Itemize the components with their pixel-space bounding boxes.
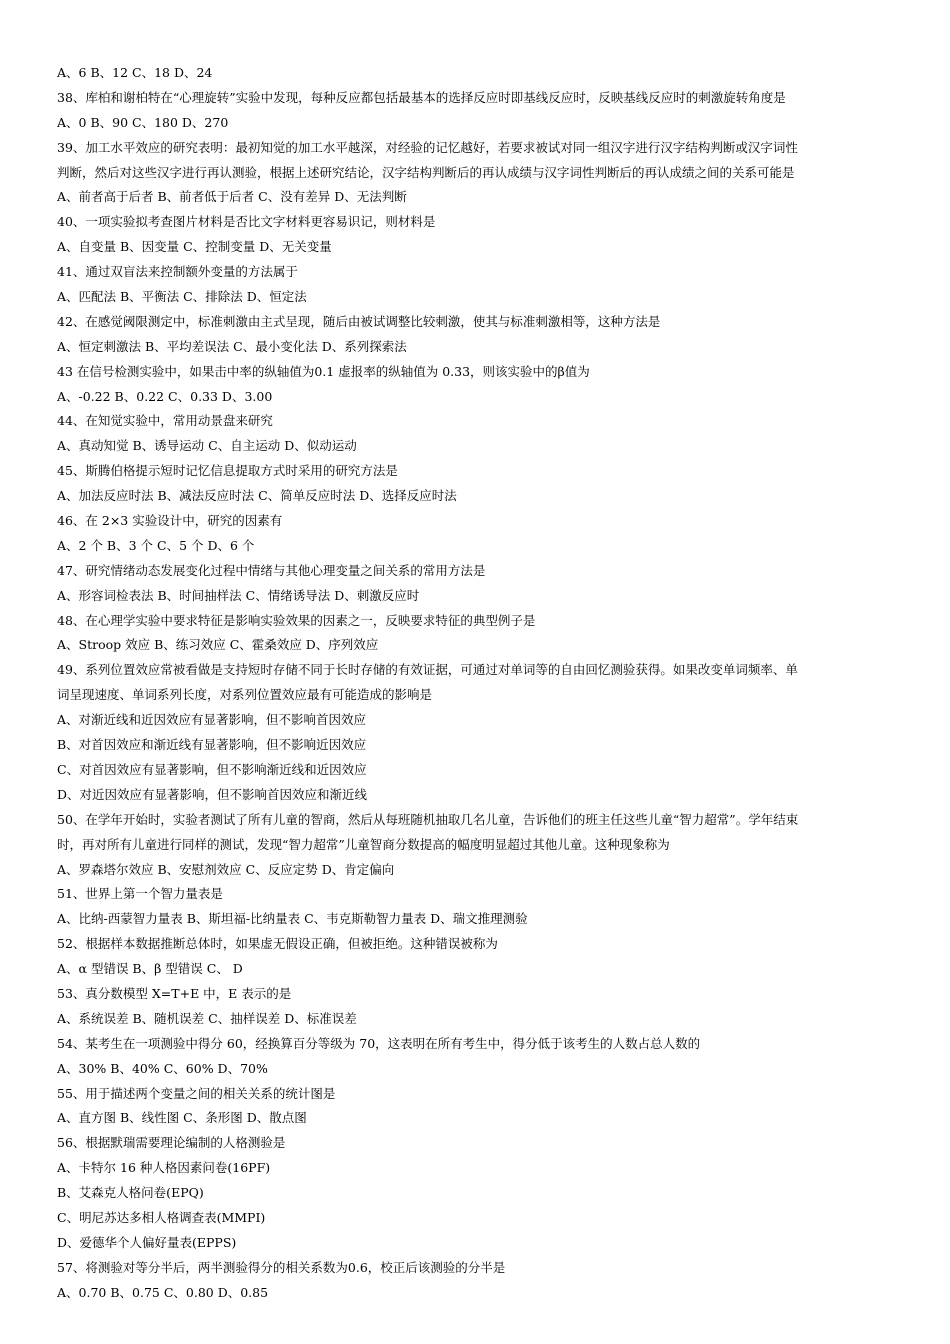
text-line: A、-0.22 B、0.22 C、0.33 D、3.00 — [57, 388, 273, 404]
text-line: 54、某考生在一项测验中得分 60，经换算百分等级为 70，这表明在所有考生中，得分低于该考生的人数占总人数的 — [57, 1035, 701, 1051]
text-line: C、对首因效应有显著影响，但不影响渐近线和近因效应 — [57, 761, 367, 777]
text-line: A、匹配法 B、平衡法 C、排除法 D、恒定法 — [57, 289, 307, 305]
text-line: 41、通过双盲法来控制额外变量的方法属于 — [57, 264, 298, 280]
text-line: 45、斯腾伯格提示短时记忆信息提取方式时采用的研究方法是 — [57, 463, 398, 479]
text-line: A、加法反应时法 B、减法反应时法 C、简单反应时法 D、选择反应时法 — [57, 488, 457, 504]
text-line: A、真动知觉 B、诱导运动 C、自主运动 D、似动运动 — [57, 438, 357, 454]
text-line: 43 在信号检测实验中，如果击中率的纵轴值为0.1 虚报率的纵轴值为 0.33，则该实验中的β值为 — [57, 363, 590, 379]
text-line: C、明尼苏达多相人格调查表(MMPI) — [57, 1209, 266, 1225]
text-line: A、卡特尔 16 种人格因素问卷(16PF) — [57, 1160, 271, 1176]
text-line: 49、系列位置效应常被看做是支持短时存储不同于长时存储的有效证据，可通过对单词等的自由回忆测验获得。如果改变单词频率、单 — [57, 662, 798, 678]
text-line: 52、根据样本数据推断总体时，如果虚无假设正确，但被拒绝。这种错误被称为 — [57, 936, 498, 952]
text-line: 48、在心理学实验中要求特征是影响实验效果的因素之一，反映要求特征的典型例子是 — [57, 612, 536, 628]
text-line: 47、研究情绪动态发展变化过程中情绪与其他心理变量之间关系的常用方法是 — [57, 562, 486, 578]
text-line: D、对近因效应有显著影响，但不影响首因效应和渐近线 — [57, 786, 368, 802]
text-line: B、艾森克人格问卷(EPQ) — [57, 1185, 204, 1201]
text-line: A、前者高于后者 B、前者低于后者 C、没有差异 D、无法判断 — [57, 189, 407, 205]
text-line: A、自变量 B、因变量 C、控制变量 D、无关变量 — [57, 239, 332, 255]
text-line: D、爱德华个人偏好量表(EPPS) — [57, 1234, 237, 1250]
text-line: 46、在 2×3 实验设计中，研究的因素有 — [57, 513, 283, 529]
text-line: A、直方图 B、线性图 C、条形图 D、散点图 — [57, 1110, 307, 1126]
text-line: 50、在学年开始时，实验者测试了所有儿童的智商，然后从每班随机抽取几名儿童，告诉他们的班主任这些儿童“智力超常”。学年结束 — [57, 811, 799, 827]
text-line: 时，再对所有儿童进行同样的测试，发现“智力超常”儿童智商分数提高的幅度明显超过其他儿童。这种现象称为 — [57, 836, 670, 852]
text-line: 57、将测验对等分半后，两半测验得分的相关系数为0.6，校正后该测验的分半是 — [57, 1259, 506, 1275]
text-line: 53、真分数模型 X=T+E 中，E 表示的是 — [57, 985, 292, 1001]
text-line: A、α 型错误 B、β 型错误 C、 D — [57, 961, 243, 977]
text-line: A、2 个 B、3 个 C、5 个 D、6 个 — [57, 537, 255, 553]
text-line: 44、在知觉实验中，常用动景盘来研究 — [57, 413, 273, 429]
text-line: A、对渐近线和近因效应有显著影响，但不影响首因效应 — [57, 712, 367, 728]
text-line: 词呈现速度、单词系列长度，对系列位置效应最有可能造成的影响是 — [57, 687, 433, 703]
text-line: 55、用于描述两个变量之间的相关关系的统计图是 — [57, 1085, 336, 1101]
text-line: 42、在感觉阈限测定中，标准刺激由主式呈现，随后由被试调整比较刺激，使其与标准刺激相等，这种方法是 — [57, 313, 661, 329]
text-line: A、Stroop 效应 B、练习效应 C、霍桑效应 D、序列效应 — [57, 637, 379, 653]
text-line: 判断，然后对这些汉字进行再认测验，根据上述研究结论，汉字结构判断后的再认成绩与汉字词性判断后的再认成绩之间的关系可能是 — [57, 164, 795, 180]
text-line: A、30% B、40% C、60% D、70% — [57, 1060, 268, 1076]
text-line: A、形容词检表法 B、时间抽样法 C、情绪诱导法 D、刺激反应时 — [57, 587, 420, 603]
text-line: A、恒定刺激法 B、平均差误法 C、最小变化法 D、系列探索法 — [57, 338, 407, 354]
text-line: A、系统误差 B、随机误差 C、抽样误差 D、标准误差 — [57, 1010, 357, 1026]
text-line: A、比纳-西蒙智力量表 B、斯坦福-比纳量表 C、韦克斯勒智力量表 D、瑞文推理测验 — [57, 911, 528, 927]
text-line: A、罗森塔尔效应 B、安慰剂效应 C、反应定势 D、肯定偏向 — [57, 861, 395, 877]
text-line: A、6 B、12 C、18 D、24 — [57, 65, 213, 80]
text-line: 40、一项实验拟考查图片材料是否比文字材料更容易识记，则材料是 — [57, 214, 436, 230]
text-line: 56、根据默瑞需要理论编制的人格测验是 — [57, 1135, 286, 1151]
text-line: 51、世界上第一个智力量表是 — [57, 886, 223, 902]
text-line: A、0 B、90 C、180 D、270 — [57, 114, 229, 130]
text-line: A、0.70 B、0.75 C、0.80 D、0.85 — [57, 1284, 269, 1300]
text-line: 39、加工水平效应的研究表明：最初知觉的加工水平越深，对经验的记忆越好，若要求被试对同一组汉字进行汉字结构判断或汉字词性 — [57, 139, 798, 155]
text-line: 38、库柏和谢柏特在“心理旋转”实验中发现，每种反应都包括最基本的选择反应时即基线反应时，反映基线反应时的刺激旋转角度是 — [57, 89, 786, 105]
text-line: B、对首因效应和渐近线有显著影响，但不影响近因效应 — [57, 737, 367, 753]
